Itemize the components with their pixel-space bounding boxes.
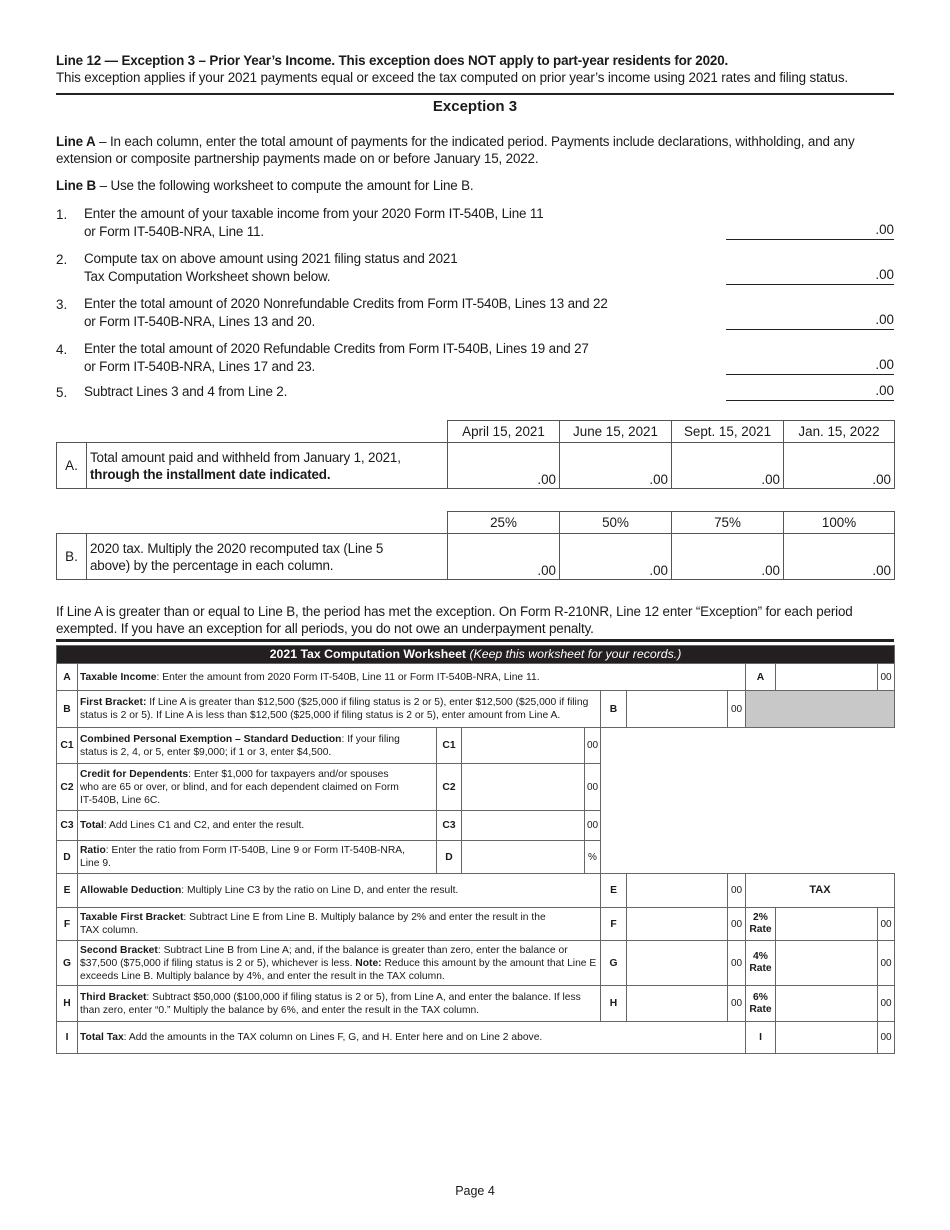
line-description: First Bracket: If Line A is greater than $12,500 ($25,000 if filing status is 2 or 5), enter $12,500 ($25,000 if filing status is 2 or 5). If Line A is less than $12,500 ($25,000 if filing status is 2 or 5), enter amount from Line A.: [78, 691, 601, 728]
line-label: D: [57, 841, 78, 874]
cents: 00: [585, 764, 601, 811]
cents: 00: [728, 874, 746, 908]
line-label: F: [57, 908, 78, 941]
line-description: Third Bracket: Subtract $50,000 ($100,000 if filing status is 2 or 5), from Line A, and enter the balance. If less than zero, enter “0.” Multiply the balance by 6%, and enter the result in the TAX column.: [78, 986, 601, 1022]
rate-label: 2% Rate: [746, 908, 776, 941]
line-description: Total Tax: Add the amounts in the TAX column on Lines F, G, and H. Enter here and on Line 2 above.: [78, 1022, 746, 1054]
line-e-input[interactable]: [627, 874, 728, 908]
amount-field[interactable]: .00: [784, 534, 895, 580]
line-label: E: [601, 874, 627, 908]
column-header: 75%: [672, 512, 784, 534]
line-label: C1: [57, 728, 78, 764]
line-label: H: [57, 986, 78, 1022]
line-b-input[interactable]: [627, 691, 728, 728]
rate-label: 6% Rate: [746, 986, 776, 1022]
line-label: F: [601, 908, 627, 941]
item-number: 5.: [56, 385, 68, 400]
cents: 00: [728, 908, 746, 941]
worksheet-row-e: [57, 874, 895, 908]
amount-field[interactable]: .00: [448, 534, 560, 580]
line-description: Allowable Deduction: Multiply Line C3 by the ratio on Line D, and enter the result.: [78, 874, 601, 908]
section-heading: Line 12 — Exception 3 – Prior Year’s Income. This exception does NOT apply to part-year residents for 2020.: [56, 53, 729, 68]
line-a-instructions: [56, 134, 855, 149]
column-header: Sept. 15, 2021: [672, 421, 784, 443]
page-number: Page 4: [455, 1184, 495, 1198]
line-b-instructions: [56, 178, 474, 193]
line-description: Taxable Income: Enter the amount from 2020 Form IT-540B, Line 11 or Form IT-540B-NRA, Line 11.: [78, 664, 746, 691]
line-h-input[interactable]: [627, 986, 728, 1022]
line-f-input[interactable]: [627, 908, 728, 941]
item-number: 3.: [56, 297, 68, 312]
shaded-cell: [746, 691, 895, 728]
line-description: Credit for Dependents: Enter $1,000 for taxpayers and/or spouses who are 65 or over, or blind, and for each dependent claimed on Form IT-540B, Line 6C.: [78, 764, 437, 811]
item-number: 1.: [56, 207, 68, 222]
column-header: 50%: [560, 512, 672, 534]
row-description: 2020 tax. Multiply the 2020 recomputed tax (Line 5 above) by the percentage in each column.: [87, 534, 448, 580]
divider: [56, 639, 894, 642]
item-1-field[interactable]: .00: [726, 222, 894, 240]
line-label: D: [437, 841, 462, 874]
item-5-field[interactable]: .00: [726, 383, 894, 401]
line-a-text-1: – In each column, enter the total amount of payments for the indicated period. Payments include declarations, withholding, and any: [95, 134, 855, 149]
line-label: E: [57, 874, 78, 908]
column-header: Jan. 15, 2022: [784, 421, 895, 443]
cents: 00: [585, 728, 601, 764]
line-g-input[interactable]: [627, 941, 728, 986]
line-c3-input[interactable]: [462, 811, 585, 841]
column-header: 100%: [784, 512, 895, 534]
cents: 00: [585, 811, 601, 841]
column-header: 25%: [448, 512, 560, 534]
item-text: Subtract Lines 3 and 4 from Line 2.: [84, 384, 288, 399]
cents: 00: [728, 691, 746, 728]
line-a-label: Line A: [56, 134, 96, 149]
exception-title: Exception 3: [432, 98, 518, 115]
conclusion-text-1: If Line A is greater than or equal to Line B, the period has met the exception. On Form R-210NR, Line 12 enter “Exception” for each period: [56, 604, 853, 619]
line-label: C3: [437, 811, 462, 841]
line-label: C1: [437, 728, 462, 764]
line-b-label: Line B: [56, 178, 97, 193]
item-2-field[interactable]: .00: [726, 267, 894, 285]
amount-field[interactable]: .00: [784, 443, 895, 489]
line-description: Taxable First Bracket: Subtract Line E from Line B. Multiply balance by 2% and enter the result in the TAX column.: [78, 908, 601, 941]
line-b-text: – Use the following worksheet to compute the amount for Line B.: [96, 178, 474, 193]
rate-label: 4% Rate: [746, 941, 776, 986]
line-d-input[interactable]: [462, 841, 585, 874]
worksheet-row-c1: [57, 728, 895, 764]
line-g-tax-input[interactable]: [776, 941, 878, 986]
line-label: C3: [57, 811, 78, 841]
worksheet-row-h: [57, 986, 895, 1022]
amount-field[interactable]: .00: [672, 443, 784, 489]
cents: 00: [728, 941, 746, 986]
column-header: April 15, 2021: [448, 421, 560, 443]
line-description: Combined Personal Exemption – Standard Deduction: If your filing status is 2, 4, or 5, enter $9,000; if 1 or 3, enter $4,500.: [78, 728, 437, 764]
cents: 00: [878, 941, 895, 986]
amount-field[interactable]: .00: [560, 534, 672, 580]
payments-table: [56, 420, 895, 489]
line-label: H: [601, 986, 627, 1022]
line-h-tax-input[interactable]: [776, 986, 878, 1022]
line-label: I: [746, 1022, 776, 1054]
blank-area: [601, 728, 895, 874]
line-i-input[interactable]: [776, 1022, 878, 1054]
amount-field[interactable]: .00: [672, 534, 784, 580]
worksheet-row-g: [57, 941, 895, 986]
percent-sign: %: [585, 841, 601, 874]
worksheet-row-a: [57, 664, 895, 691]
worksheet-row-i: [57, 1022, 895, 1054]
worksheet-row-b: [57, 691, 895, 728]
cents: 00: [878, 1022, 895, 1054]
line-description: Total: Add Lines C1 and C2, and enter the result.: [78, 811, 437, 841]
item-number: 4.: [56, 342, 68, 357]
column-header: June 15, 2021: [560, 421, 672, 443]
line-label: B: [57, 691, 78, 728]
worksheet-title: 2021 Tax Computation Worksheet (Keep this worksheet for your records.): [57, 646, 895, 664]
line-a-input[interactable]: [776, 664, 878, 691]
cents: 00: [878, 986, 895, 1022]
worksheet-row-f: [57, 908, 895, 941]
line-label: A: [57, 664, 78, 691]
line-label: A: [746, 664, 776, 691]
line-description: Ratio: Enter the ratio from Form IT-540B, Line 9 or Form IT-540B-NRA, Line 9.: [78, 841, 437, 874]
line-a-text-2: extension or composite partnership payments made on or before January 15, 2022.: [56, 151, 539, 166]
row-label: A.: [57, 443, 87, 489]
item-text: Enter the total amount of 2020 Nonrefundable Credits from Form IT-540B, Lines 13 and 22 or Form IT-540B-NRA, Lines 13 and 20.: [84, 296, 608, 329]
line-c2-input[interactable]: [462, 764, 585, 811]
amount-field[interactable]: .00: [560, 443, 672, 489]
cents: 00: [878, 664, 895, 691]
line-label: I: [57, 1022, 78, 1054]
item-3-field[interactable]: .00: [726, 312, 894, 330]
line-description: Second Bracket: Subtract Line B from Line A; and, if the balance is greater than zero, enter the balance or $37,500 ($75,000 if filing status is 2 or 5), whichever is less. Note: Reduce this amount by the amount that Line E exceeds Line B. Multiply balance by 4%, and enter the result in the TAX column.: [78, 941, 601, 986]
divider: [56, 93, 894, 95]
amount-field[interactable]: .00: [448, 443, 560, 489]
item-4-field[interactable]: .00: [726, 357, 894, 375]
line-label: C2: [57, 764, 78, 811]
item-text: Enter the amount of your taxable income from your 2020 Form IT-540B, Line 11 or Form IT-540B-NRA, Line 11.: [84, 206, 544, 239]
tax-column-header: TAX: [746, 874, 895, 908]
line-label: G: [57, 941, 78, 986]
section-subtitle: This exception applies if your 2021 payments equal or exceed the tax computed on prior year’s income using 2021 rates and filing status.: [56, 70, 848, 85]
line-label: C2: [437, 764, 462, 811]
line-f-tax-input[interactable]: [776, 908, 878, 941]
item-text: Enter the total amount of 2020 Refundable Credits from Form IT-540B, Lines 19 and 27 or Form IT-540B-NRA, Lines 17 and 23.: [84, 341, 589, 374]
line-label: G: [601, 941, 627, 986]
row-description: Total amount paid and withheld from January 1, 2021, through the installment date indicated.: [87, 443, 448, 489]
row-label: B.: [57, 534, 87, 580]
conclusion-text-2: exempted. If you have an exception for all periods, you do not owe an underpayment penalty.: [56, 621, 594, 636]
cents: 00: [878, 908, 895, 941]
line-c1-input[interactable]: [462, 728, 585, 764]
percentage-table: [56, 511, 895, 580]
item-number: 2.: [56, 252, 68, 267]
line-label: B: [601, 691, 627, 728]
item-text: Compute tax on above amount using 2021 filing status and 2021 Tax Computation Worksheet shown below.: [84, 251, 458, 284]
cents: 00: [728, 986, 746, 1022]
tax-computation-worksheet: [56, 645, 895, 1054]
